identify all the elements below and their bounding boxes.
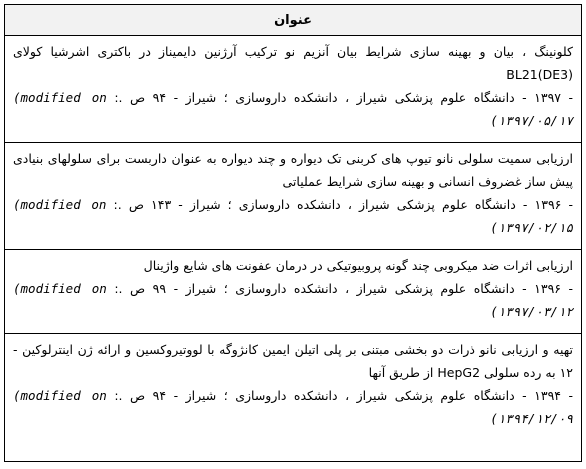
column-header-title: عنوان bbox=[5, 5, 581, 36]
table-row bbox=[5, 36, 581, 143]
record-meta-text: - ۱۳۹۷ - دانشگاه علوم پزشکی شیراز ، دانشکده داروسازی ؛ شیراز - ۹۴ ص .: bbox=[114, 90, 574, 105]
results-table bbox=[4, 4, 582, 462]
record-title[interactable]: کلونینگ ، بیان و بهینه سازی شرایط بیان آنزیم نو ترکیب آرژنین دایمیناز در باکتری اشرشیا کولای (DE3)BL21 bbox=[13, 44, 573, 82]
table-row bbox=[5, 143, 581, 250]
table-row bbox=[5, 334, 581, 462]
record-modified-label: (modified on bbox=[13, 90, 107, 105]
record-title[interactable]: ارزیابی اثرات ضد میکروبی چند گونه پروبیوتیکی در درمان عفونت های شایع واژینال bbox=[143, 258, 573, 273]
record-modified-date: ۱۳۹۷/۰۵/۱۷) bbox=[490, 113, 573, 128]
record-title[interactable]: تهیه و ارزیابی نانو ذرات دو بخشی مبتنی بر پلی اتیلن ایمین کانژوگه با لووتیروکسین و ارائه ژن اینترلوکین - ۱۲ به رده سلولی HepG2 از طریق آنها bbox=[13, 342, 573, 380]
record-meta bbox=[13, 193, 573, 239]
record-meta bbox=[13, 86, 573, 132]
record-modified-label: (modified on bbox=[13, 388, 107, 403]
record-modified-date: ۱۳۹۷/۰۲/۱۵) bbox=[490, 220, 573, 235]
record-title[interactable]: ارزیابی سمیت سلولی نانو تیوپ های کربنی تک دیواره و چند دیواره به عنوان داربست برای سلولهای بنیادی پیش ساز غضروف انسانی و بهینه سازی شرایط عملیاتی bbox=[13, 151, 573, 189]
record-modified-date: ۱۳۹۷/۰۳/۱۲) bbox=[490, 304, 573, 319]
record-meta-text: - ۱۳۹۶ - دانشگاه علوم پزشکی شیراز ، دانشکده داروسازی ؛ شیراز - ۱۴۳ ص .: bbox=[113, 197, 574, 212]
record-meta bbox=[13, 384, 573, 430]
record-modified-date: ۱۳۹۴/۱۲/۰۹) bbox=[490, 411, 573, 426]
record-meta bbox=[13, 277, 573, 323]
record-meta-text: - ۱۳۹۴ - دانشگاه علوم پزشکی شیراز ، دانشکده داروسازی ؛ شیراز - ۹۴ ص .: bbox=[114, 388, 574, 403]
record-modified-label: (modified on bbox=[13, 281, 107, 296]
record-meta-text: - ۱۳۹۶ - دانشگاه علوم پزشکی شیراز ، دانشکده داروسازی ؛ شیراز - ۹۹ ص .: bbox=[114, 281, 574, 296]
table-row bbox=[5, 250, 581, 334]
record-modified-label: (modified on bbox=[13, 197, 107, 212]
